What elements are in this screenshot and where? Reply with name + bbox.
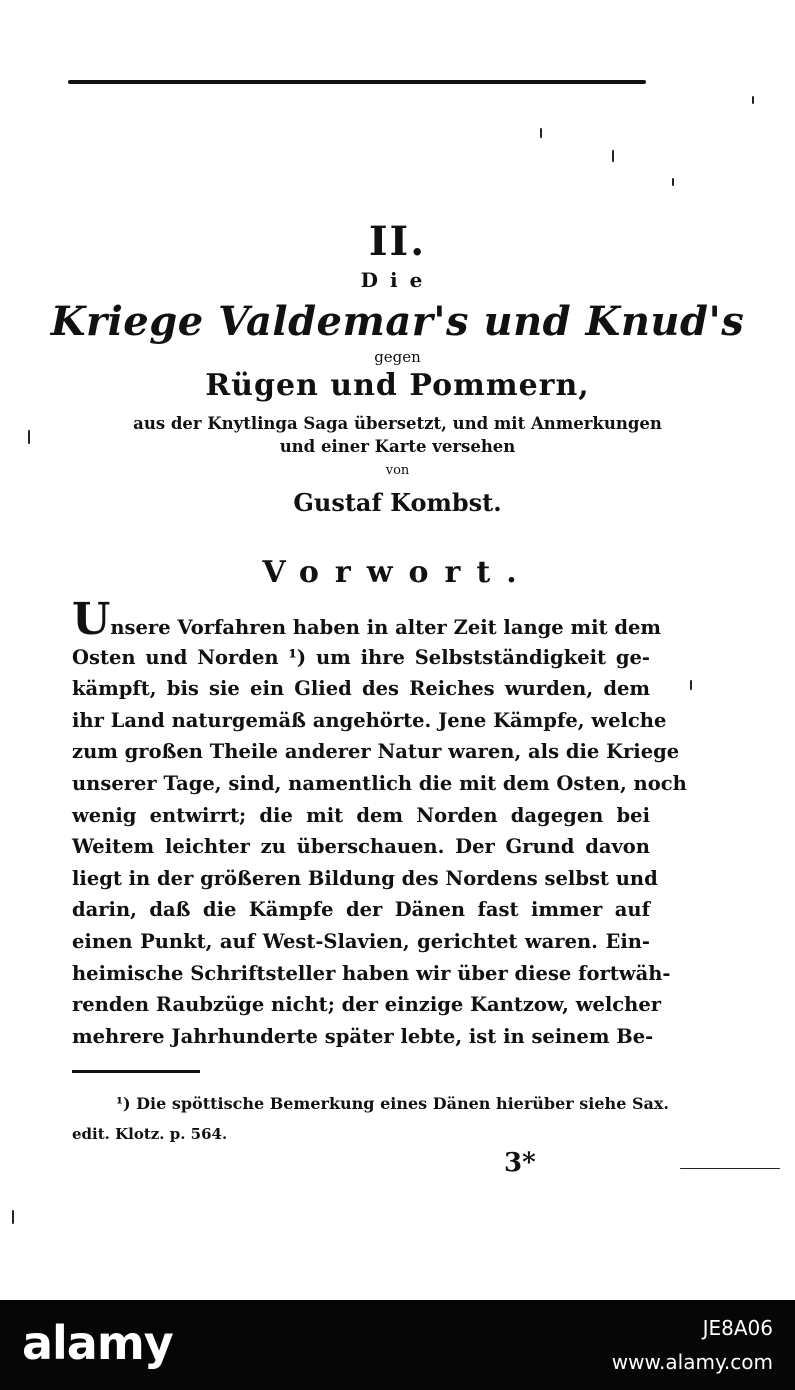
sub-title: Rügen und Pommern, xyxy=(205,368,590,403)
body-line: wenig entwirrt; die mit dem Norden dagegen bei xyxy=(72,803,650,827)
body-line: ihr Land naturgemäß angehörte. Jene Kämpfe, welche xyxy=(72,708,667,732)
body-text xyxy=(72,594,687,1052)
scan-speck xyxy=(540,128,542,138)
watermark-image-id: JE8A06 xyxy=(702,1316,773,1340)
body-line: heimische Schriftsteller haben wir über diese fortwäh- xyxy=(72,961,671,985)
watermark-logo: alamy xyxy=(22,1316,173,1370)
article-word: Die xyxy=(360,268,435,292)
scan-speck xyxy=(28,430,30,444)
connector-word: gegen xyxy=(374,348,421,366)
body-line: Unsere Vorfahren haben in alter Zeit lange mit dem xyxy=(72,594,661,645)
body-line: liegt in der größeren Bildung des Nordens selbst und xyxy=(72,866,658,890)
scan-speck xyxy=(672,178,674,186)
body-line: darin, daß die Kämpfe der Dänen fast immer auf xyxy=(72,898,650,922)
scan-speck xyxy=(12,1210,14,1224)
scan-speck xyxy=(752,96,754,104)
footnote-line-1: ¹) Die spöttische Bemerkung eines Dänen hierüber siehe Sax. xyxy=(116,1094,669,1113)
body-line: mehrere Jahrhunderte später lebte, ist in seinem Be- xyxy=(72,1024,654,1048)
author-name: Gustaf Kombst. xyxy=(293,488,502,517)
description-line-2: und einer Karte versehen xyxy=(279,437,516,456)
body-line: kämpft, bis sie ein Glied des Reiches wurden, dem xyxy=(72,677,650,701)
top-rule xyxy=(68,80,646,84)
main-title: Kriege Valdemar's und Knud's xyxy=(50,298,745,345)
section-heading: Vorwort. xyxy=(262,555,533,590)
body-line: unserer Tage, sind, namentlich die mit dem Osten, noch xyxy=(72,771,687,795)
description-line-1: aus der Knytlinga Saga übersetzt, und mit Anmerkungen xyxy=(133,414,662,433)
chapter-numeral: II. xyxy=(368,218,427,265)
body-line: Weitem leichter zu überschauen. Der Grund davon xyxy=(72,835,650,859)
by-word: von xyxy=(385,463,410,478)
footnote-line-2: edit. Klotz. p. 564. xyxy=(72,1125,228,1143)
watermark-site: www.alamy.com xyxy=(611,1350,773,1374)
body-line: zum großen Theile anderer Natur waren, als die Kriege xyxy=(72,740,680,764)
scan-speck xyxy=(680,1168,780,1169)
scan-speck xyxy=(612,150,614,162)
scan-speck xyxy=(690,680,692,690)
body-line: Osten und Norden ¹) um ihre Selbstständigkeit ge- xyxy=(72,645,650,669)
page-signature: 3* xyxy=(504,1148,536,1178)
body-line: einen Punkt, auf West-Slavien, gerichtet waren. Ein- xyxy=(72,929,650,953)
footnote-rule xyxy=(72,1070,200,1073)
body-line: renden Raubzüge nicht; der einzige Kantzow, welcher xyxy=(72,993,662,1017)
